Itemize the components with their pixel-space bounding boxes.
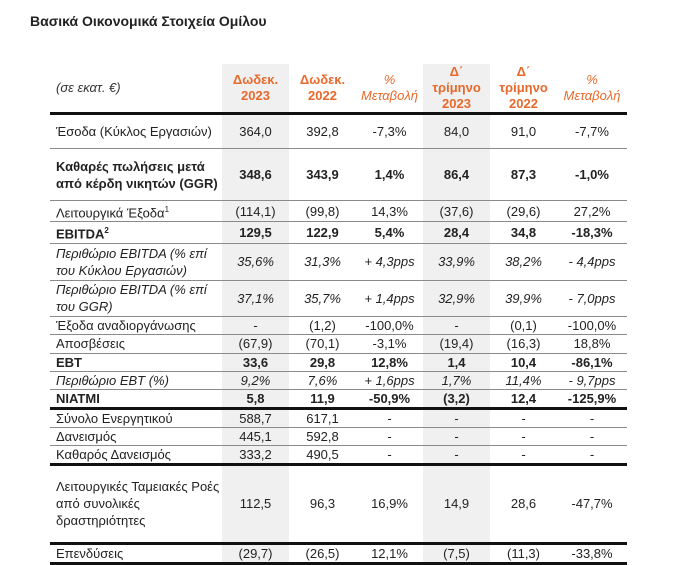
cell-value: 87,3 <box>490 149 557 201</box>
cell-value: 7,6% <box>289 371 356 389</box>
table-row <box>50 222 627 243</box>
row-label <box>50 389 222 408</box>
row-label-text: Καθαρές πωλήσεις μετά από κέρδη νικητών (GGR) <box>56 158 218 191</box>
row-label <box>50 445 222 464</box>
cell-value: - <box>356 445 423 464</box>
cell-value: 27,2% <box>557 201 627 222</box>
cell-value: (7,5) <box>423 543 490 563</box>
table-header <box>50 64 627 114</box>
cell-value: - <box>557 408 627 427</box>
cell-value: 12,8% <box>356 353 423 371</box>
column-header: Δ΄ τρίμηνο 2022 <box>490 64 557 114</box>
cell-value: 588,7 <box>222 408 289 427</box>
cell-value: 34,8 <box>490 222 557 243</box>
cell-value: 37,1% <box>222 280 289 316</box>
row-label <box>50 149 222 201</box>
row-label <box>50 353 222 371</box>
row-label-text: Επενδύσεις <box>56 545 124 561</box>
row-label <box>50 464 222 543</box>
table-row <box>50 371 627 389</box>
cell-value: 33,6 <box>222 353 289 371</box>
cell-value: - <box>356 427 423 445</box>
cell-value: - 4,4pps <box>557 243 627 280</box>
cell-value: (0,1) <box>490 316 557 334</box>
column-header: Δ΄ τρίμηνο 2023 <box>423 64 490 114</box>
table-row <box>50 389 627 408</box>
cell-value: 112,5 <box>222 464 289 543</box>
cell-value: -86,1% <box>557 353 627 371</box>
cell-value: 31,3% <box>289 243 356 280</box>
cell-value: (16,3) <box>490 334 557 353</box>
row-label-text: Έξοδα αναδιοργάνωσης <box>56 317 196 333</box>
cell-value: (67,9) <box>222 334 289 353</box>
row-label <box>50 280 222 316</box>
table-row <box>50 353 627 371</box>
cell-value: - <box>490 427 557 445</box>
financial-table <box>50 64 627 565</box>
cell-value: 592,8 <box>289 427 356 445</box>
cell-value: 33,9% <box>423 243 490 280</box>
cell-value: 333,2 <box>222 445 289 464</box>
cell-value: 1,4 <box>423 353 490 371</box>
row-label-text: EBITDA <box>56 226 105 242</box>
cell-value: (29,6) <box>490 201 557 222</box>
cell-value: (19,4) <box>423 334 490 353</box>
row-label-text: Λειτουργικές Ταμειακές Ροές από συνολικές δραστηριότητες <box>56 479 220 529</box>
cell-value: 364,0 <box>222 114 289 149</box>
table-row <box>50 243 627 280</box>
cell-value: 29,8 <box>289 353 356 371</box>
cell-value: 32,9% <box>423 280 490 316</box>
cell-value: + 1,6pps <box>356 371 423 389</box>
cell-value: 12,4 <box>490 389 557 408</box>
cell-value: 392,8 <box>289 114 356 149</box>
cell-value: - <box>222 316 289 334</box>
cell-value: 11,4% <box>490 371 557 389</box>
column-header: % Μεταβολή <box>557 64 627 114</box>
row-label-text: Περιθώριο EBITDA (% επί του Κύκλου Εργασιών) <box>56 245 207 278</box>
table-row <box>50 201 627 222</box>
cell-value: - <box>423 408 490 427</box>
cell-value: 96,3 <box>289 464 356 543</box>
cell-value: 16,9% <box>356 464 423 543</box>
cell-value: -47,7% <box>557 464 627 543</box>
cell-value: (114,1) <box>222 201 289 222</box>
cell-value: - 7,0pps <box>557 280 627 316</box>
cell-value: -125,9% <box>557 389 627 408</box>
cell-value: 11,9 <box>289 389 356 408</box>
cell-value: 38,2% <box>490 243 557 280</box>
cell-value: -50,9% <box>356 389 423 408</box>
cell-value: -100,0% <box>356 316 423 334</box>
cell-value: - <box>490 445 557 464</box>
cell-value: (70,1) <box>289 334 356 353</box>
cell-value: (3,2) <box>423 389 490 408</box>
cell-value: (99,8) <box>289 201 356 222</box>
table-row <box>50 464 627 543</box>
row-label <box>50 334 222 353</box>
cell-value: 445,1 <box>222 427 289 445</box>
cell-value: 35,7% <box>289 280 356 316</box>
table-row <box>50 280 627 316</box>
cell-value: 348,6 <box>222 149 289 201</box>
cell-value: 5,8 <box>222 389 289 408</box>
cell-value: (26,5) <box>289 543 356 563</box>
cell-value: 35,6% <box>222 243 289 280</box>
cell-value: 39,9% <box>490 280 557 316</box>
row-label-text: Αποσβέσεις <box>56 336 125 352</box>
row-label-text: EBT <box>56 354 82 370</box>
cell-value: 91,0 <box>490 114 557 149</box>
table-row <box>50 408 627 427</box>
footnote-marker: 1 <box>164 205 170 214</box>
cell-value: - 9,7pps <box>557 371 627 389</box>
cell-value: 14,9 <box>423 464 490 543</box>
cell-value: - <box>423 316 490 334</box>
cell-value: 1,4% <box>356 149 423 201</box>
cell-value: 9,2% <box>222 371 289 389</box>
row-label-text: Σύνολο Ενεργητικού <box>56 410 173 426</box>
table-row <box>50 334 627 353</box>
cell-value: 84,0 <box>423 114 490 149</box>
cell-value: (11,3) <box>490 543 557 563</box>
row-label-text: Έσοδα (Κύκλος Εργασιών) <box>56 124 212 139</box>
cell-value: 12,1% <box>356 543 423 563</box>
cell-value: 18,8% <box>557 334 627 353</box>
cell-value: + 1,4pps <box>356 280 423 316</box>
page-title: Βασικά Οικονομικά Στοιχεία Ομίλου <box>30 13 267 29</box>
cell-value: -3,1% <box>356 334 423 353</box>
cell-value: 1,7% <box>423 371 490 389</box>
row-label <box>50 243 222 280</box>
cell-value: -7,3% <box>356 114 423 149</box>
row-label <box>50 222 222 243</box>
cell-value: 617,1 <box>289 408 356 427</box>
column-header: % Μεταβολή <box>356 64 423 114</box>
cell-value: 10,4 <box>490 353 557 371</box>
cell-value: 5,4% <box>356 222 423 243</box>
cell-value: 86,4 <box>423 149 490 201</box>
table-row <box>50 316 627 334</box>
cell-value: 14,3% <box>356 201 423 222</box>
row-label-text: Περιθώριο EBITDA (% επί του GGR) <box>56 282 207 315</box>
cell-value: -18,3% <box>557 222 627 243</box>
column-header: (σε εκατ. €) <box>50 64 222 114</box>
cell-value: -7,7% <box>557 114 627 149</box>
cell-value: - <box>356 408 423 427</box>
footnote-marker: 2 <box>104 226 109 236</box>
cell-value: (1,2) <box>289 316 356 334</box>
cell-value: - <box>557 427 627 445</box>
row-label <box>50 201 222 222</box>
table-row <box>50 445 627 464</box>
cell-value: - <box>423 445 490 464</box>
cell-value: -33,8% <box>557 543 627 563</box>
column-header: Δωδεκ. 2022 <box>289 64 356 114</box>
row-label <box>50 408 222 427</box>
cell-value: 343,9 <box>289 149 356 201</box>
table-row <box>50 427 627 445</box>
cell-value: 122,9 <box>289 222 356 243</box>
table-row <box>50 543 627 563</box>
row-label <box>50 371 222 389</box>
cell-value: - <box>557 445 627 464</box>
row-label-text: Δανεισμός <box>56 428 117 444</box>
row-label <box>50 114 222 149</box>
cell-value: -100,0% <box>557 316 627 334</box>
row-label <box>50 427 222 445</box>
row-label-text: NIATMI <box>56 390 100 406</box>
cell-value: -1,0% <box>557 149 627 201</box>
cell-value: 129,5 <box>222 222 289 243</box>
cell-value: + 4,3pps <box>356 243 423 280</box>
table-row <box>50 149 627 201</box>
row-label <box>50 543 222 563</box>
cell-value: 490,5 <box>289 445 356 464</box>
cell-value: (29,7) <box>222 543 289 563</box>
cell-value: - <box>490 408 557 427</box>
cell-value: 28,6 <box>490 464 557 543</box>
row-label <box>50 316 222 334</box>
cell-value: - <box>423 427 490 445</box>
cell-value: (37,6) <box>423 201 490 222</box>
cell-value: 28,4 <box>423 222 490 243</box>
row-label-text: Περιθώριο EBT (%) <box>56 372 169 388</box>
column-header: Δωδεκ. 2023 <box>222 64 289 114</box>
row-label-text: Λειτουργικά Έξοδα <box>56 205 165 221</box>
row-label-text: Καθαρός Δανεισμός <box>56 446 171 462</box>
table-row <box>50 114 627 149</box>
